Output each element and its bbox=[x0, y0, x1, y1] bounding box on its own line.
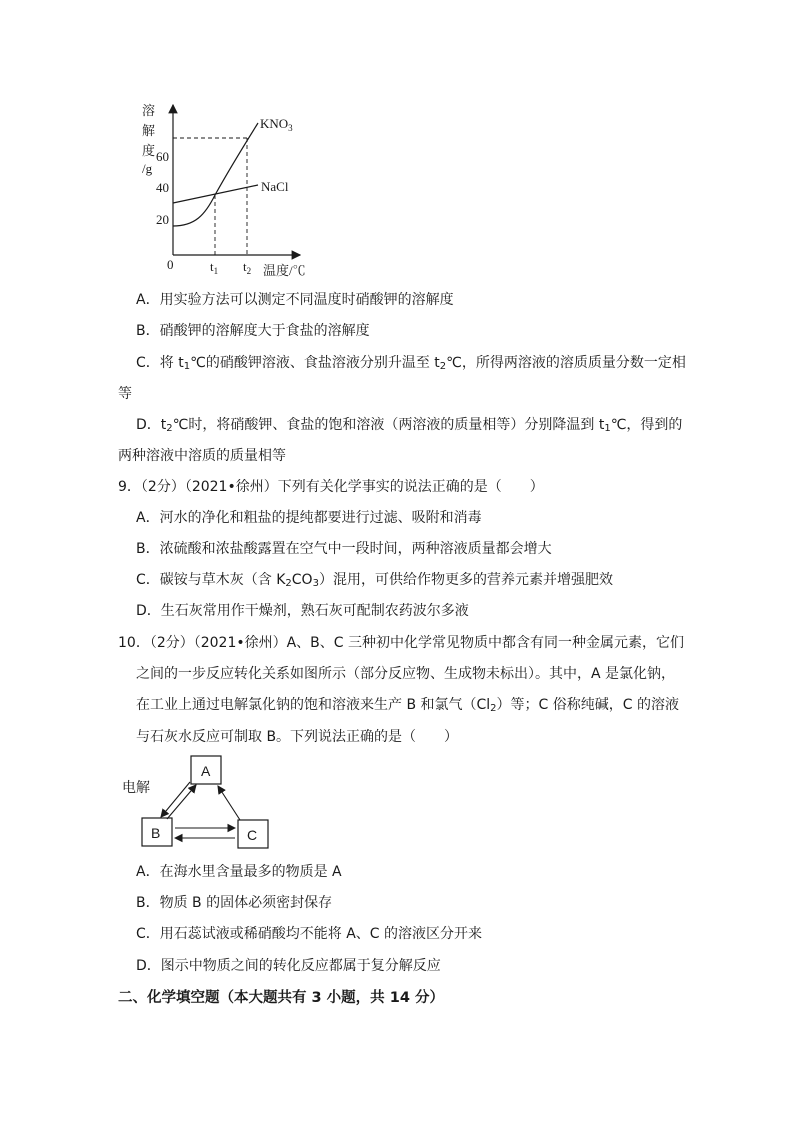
q8-option-d-cont: 两种溶液中溶质的质量相等 bbox=[118, 448, 286, 464]
solubility-graph bbox=[130, 95, 306, 285]
y-axis-label-4: /g bbox=[142, 161, 153, 176]
kno3-label: $KNO_3$ bbox=[260, 116, 293, 133]
arrow-c-to-a bbox=[218, 786, 240, 820]
q10-stem-line2: 之间的一步反应转化关系如图所示（部分反应物、生成物未标出）。其中，A 是氯化钠， bbox=[136, 666, 676, 682]
nacl-curve bbox=[173, 185, 258, 203]
q9-stem: 9．（2分）（2021•徐州）下列有关化学事实的说法正确的是（ ） bbox=[118, 479, 544, 495]
q10-option-d: D．图示中物质之间的转化反应都属于复分解反应 bbox=[136, 958, 441, 974]
x-tick-t1: $t_1$ bbox=[210, 259, 219, 276]
x-tick-t2: $t_2$ bbox=[243, 259, 252, 276]
origin-label: 0 bbox=[167, 257, 174, 272]
y-tick-60: 60 bbox=[156, 149, 169, 164]
q8-option-a: A．用实验方法可以测定不同温度时硝酸钾的溶解度 bbox=[136, 292, 454, 308]
q9-option-c: C．碳铵与草木灰（含 $K_2CO_3$）混用，可供给作物更多的营养元素并增强肥效 bbox=[136, 572, 613, 589]
x-axis-label: 温度/℃ bbox=[263, 263, 306, 278]
section-heading: 二、化学填空题（本大题共有 3 小题，共 14 分） bbox=[118, 990, 444, 1006]
q10-stem-line1: 10．（2分）（2021•徐州）A、B、C 三种初中化学常见物质中都含有同一种金属元素，它们 bbox=[118, 635, 685, 651]
electrolysis-label: 电解 bbox=[122, 779, 150, 795]
q10-stem-line3: 在工业上通过电解氯化钠的饱和溶液来生产 B 和氯气$(Cl_2)$等；C 俗称纯碱，C 的溶液 bbox=[136, 697, 679, 714]
y-axis-label-1: 溶 bbox=[142, 103, 156, 118]
arrow-b-to-a bbox=[167, 785, 196, 819]
q8-option-d: D．$t_2℃$时，将硝酸钾、食盐的饱和溶液（两溶液的质量相等）分别降温到 $t_1℃$，得到的 bbox=[136, 417, 683, 434]
q9-option-b: B．浓硫酸和浓盐酸露置在空气中一段时间，两种溶液质量都会增大 bbox=[136, 541, 552, 557]
q10-stem-line4: 与石灰水反应可制取 B。下列说法正确的是（ ） bbox=[136, 729, 459, 745]
y-tick-40: 40 bbox=[156, 180, 169, 195]
y-axis-label-3: 度 bbox=[142, 143, 156, 158]
q10-option-b: B．物质 B 的固体必须密封保存 bbox=[136, 895, 333, 911]
nacl-label: NaCl bbox=[261, 179, 289, 194]
q8-option-b: B．硝酸钾的溶解度大于食盐的溶解度 bbox=[136, 323, 370, 339]
y-tick-20: 20 bbox=[156, 212, 169, 227]
arrow-a-to-b bbox=[161, 782, 190, 817]
q9-option-a: A．河水的净化和粗盐的提纯都要进行过滤、吸附和消毒 bbox=[136, 510, 482, 526]
box-a-label: A bbox=[201, 763, 211, 779]
q10-option-c: C．用石蕊试液或稀硝酸均不能将 A、C 的溶液区分开来 bbox=[136, 926, 483, 942]
y-axis-label-2: 解 bbox=[142, 123, 156, 138]
q10-option-a: A．在海水里含量最多的物质是 A bbox=[136, 864, 342, 880]
reaction-diagram bbox=[120, 752, 280, 852]
box-c-label: C bbox=[247, 827, 258, 843]
q8-option-c-cont: 等 bbox=[118, 386, 132, 402]
q9-option-d: D．生石灰常用作干燥剂，熟石灰可配制农药波尔多液 bbox=[136, 603, 469, 619]
q8-option-c: C．将 $t_1℃$的硝酸钾溶液、食盐溶液分别升温至 $t_2℃$，所得两溶液的溶质质量分数一定相 bbox=[136, 355, 686, 372]
box-b-label: B bbox=[151, 825, 161, 841]
